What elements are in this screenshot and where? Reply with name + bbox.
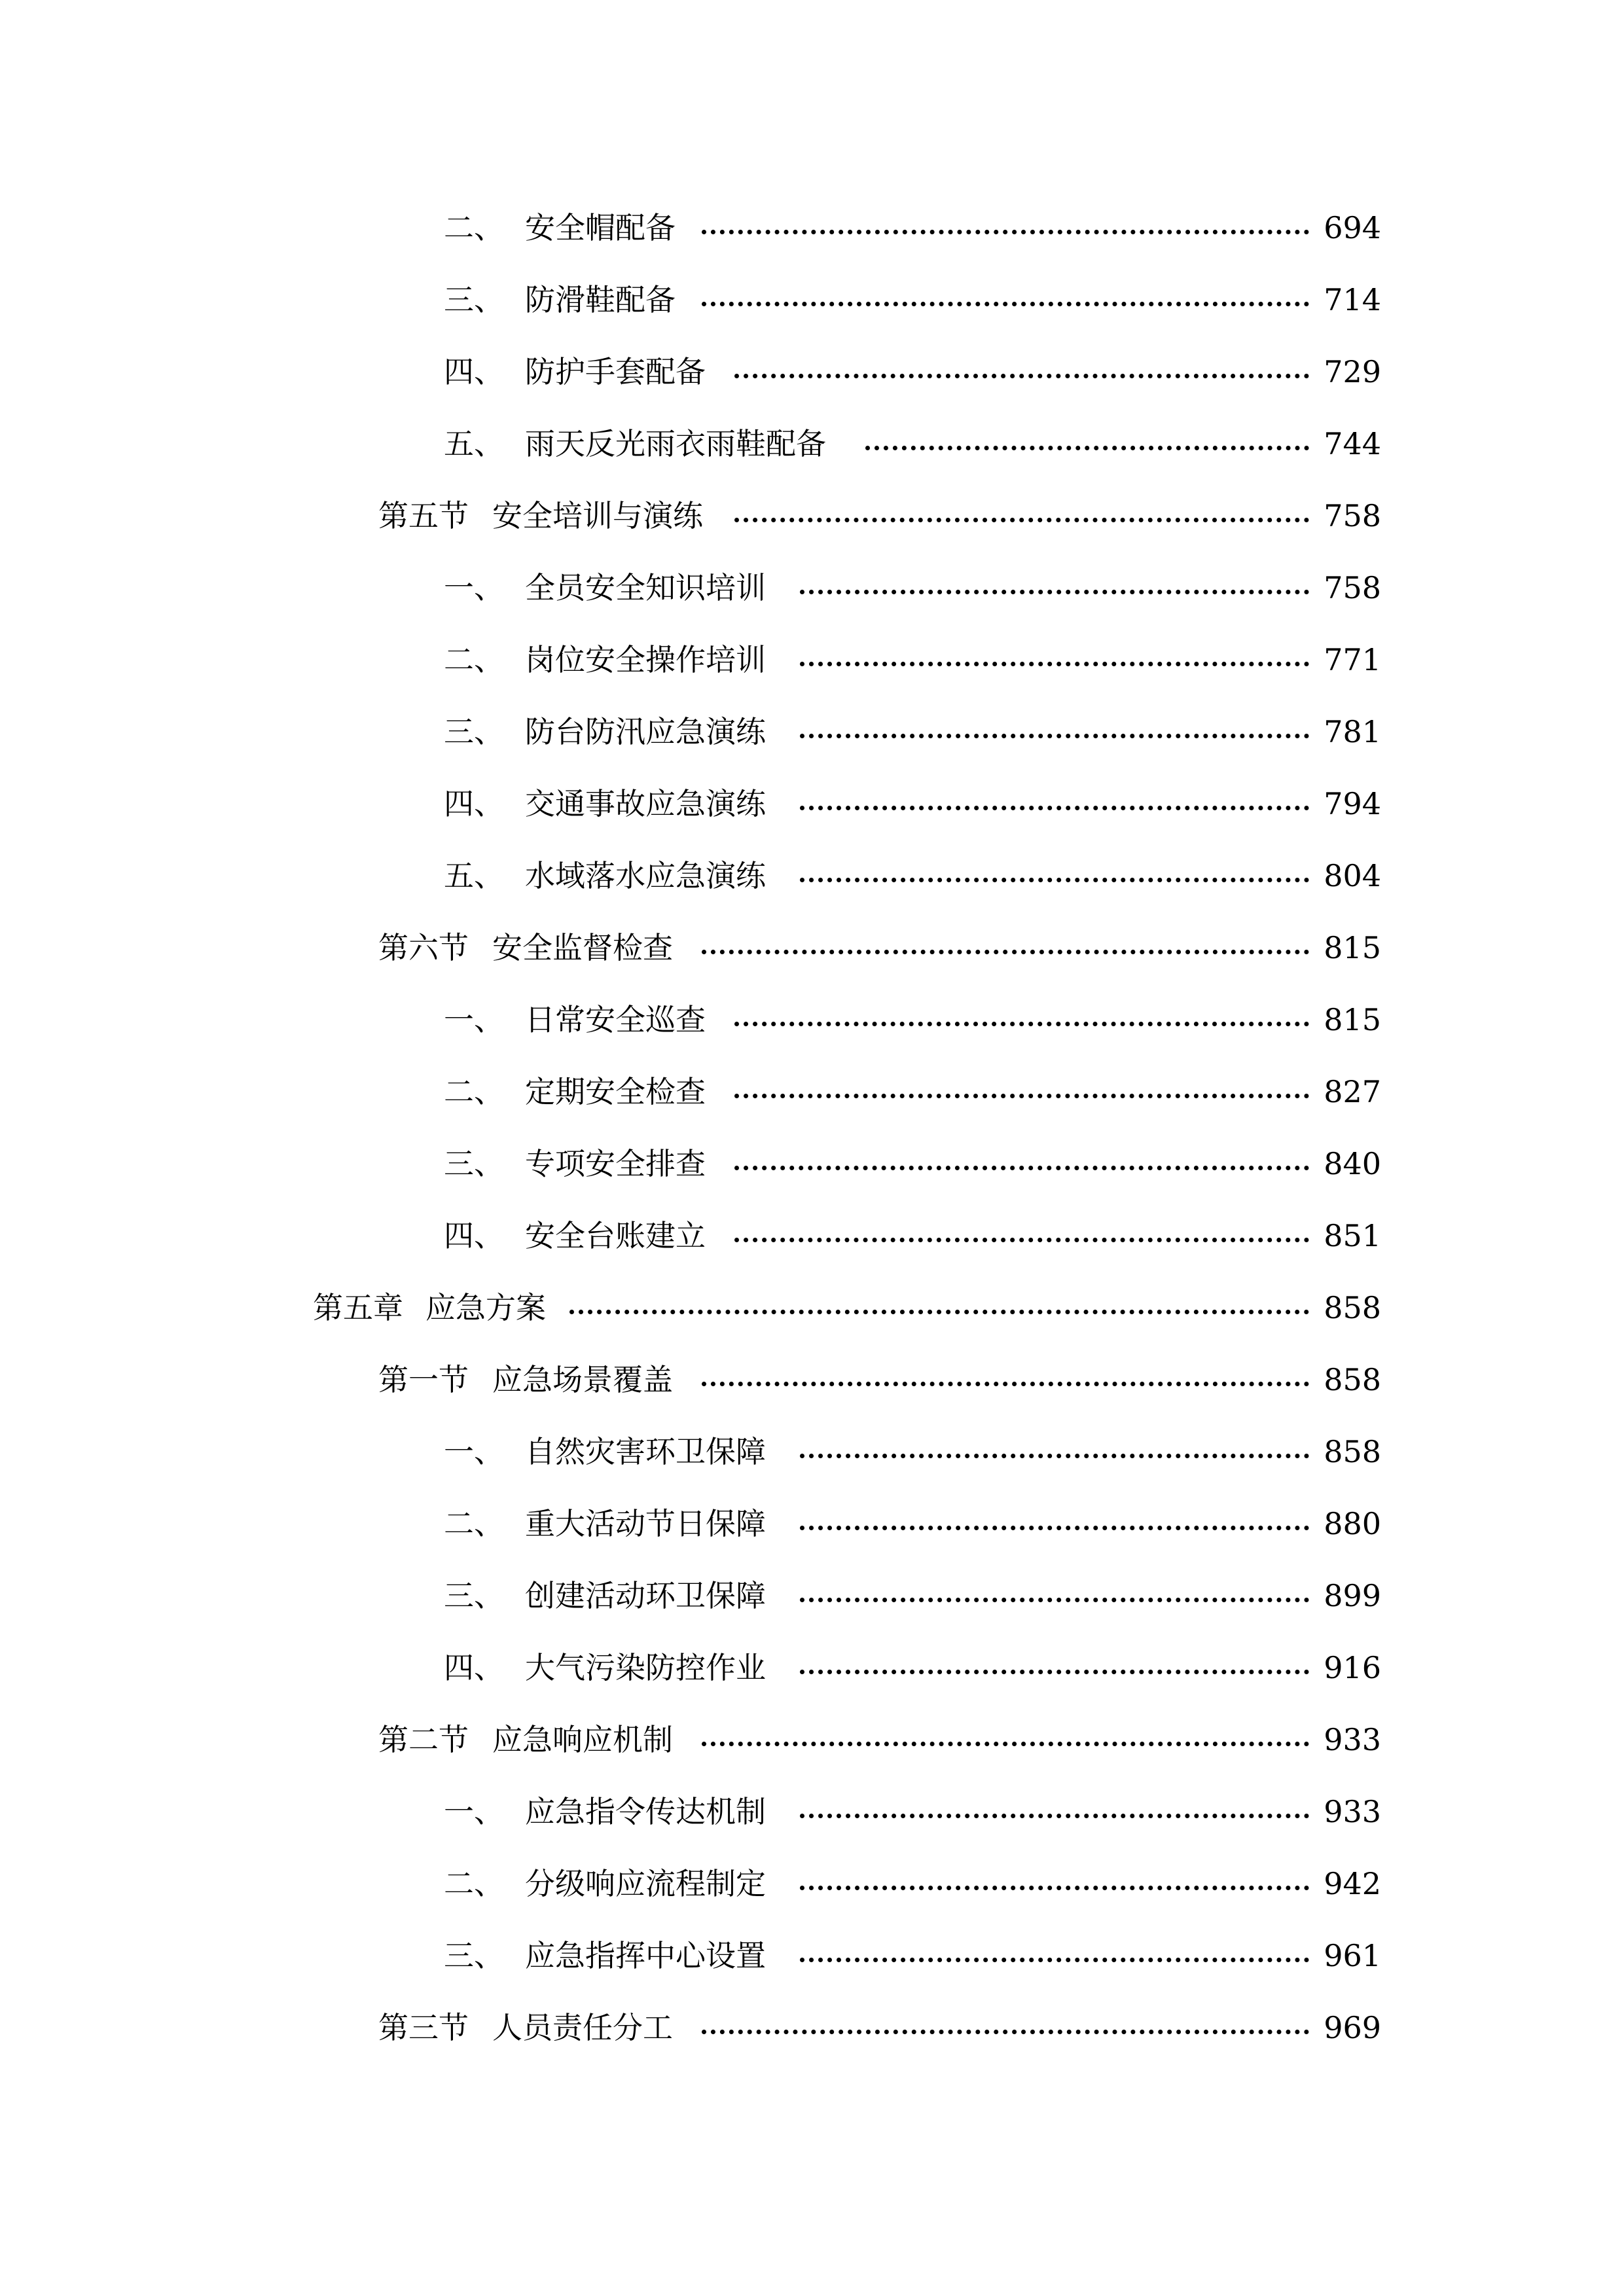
toc-entry[interactable] [0,552,1624,624]
toc-entry[interactable] [0,1704,1624,1776]
toc-entry-title: 交通事故应急演练 [525,786,766,821]
toc-entry-page: 827 [1324,1074,1381,1109]
toc-entry-page: 758 [1324,570,1381,605]
toc-leader-dots [800,878,1309,882]
toc-entry[interactable] [0,1272,1624,1344]
toc-entry-page: 694 [1324,210,1381,245]
toc-entry-title: 安全台账建立 [525,1218,706,1253]
toc-leader-dots [800,1526,1309,1530]
toc-entry-page: 771 [1324,642,1381,677]
toc-entry-number: 一、 [444,570,504,605]
toc-entry-page: 815 [1324,1002,1381,1037]
toc-entry-number: 第三节 [378,2010,469,2045]
toc-entry[interactable] [0,768,1624,840]
toc-entry-page: 781 [1324,714,1381,749]
toc-entry[interactable] [0,984,1624,1056]
toc-entry-page: 714 [1324,282,1381,317]
toc-entry-page: 933 [1324,1722,1381,1757]
toc-entry-title: 岗位安全操作培训 [525,642,766,677]
toc-entry-title: 自然灾害环卫保障 [525,1434,766,1469]
toc-leader-dots [702,1742,1309,1746]
toc-entry-number: 二、 [444,210,504,245]
toc-leader-dots [702,1382,1309,1386]
toc-entry-title: 重大活动节日保障 [525,1506,766,1541]
toc-entry-number: 第五节 [378,498,469,533]
toc-entry-title: 日常安全巡查 [525,1002,706,1037]
toc-entry-page: 851 [1324,1218,1381,1253]
toc-entry-page: 880 [1324,1506,1381,1541]
toc-leader-dots [800,1958,1309,1962]
toc-entry-page: 794 [1324,786,1381,821]
toc-entry-number: 四、 [444,1650,504,1685]
toc-entry-number: 三、 [444,1578,504,1613]
toc-entry-number: 二、 [444,642,504,677]
toc-leader-dots [702,950,1309,954]
toc-entry[interactable] [0,1488,1624,1560]
toc-entry-number: 一、 [444,1794,504,1829]
toc-entry-page: 916 [1324,1650,1381,1685]
toc-entry-number: 第六节 [378,930,469,965]
toc-entry-title: 安全帽配备 [525,210,676,245]
toc-leader-dots [734,1238,1309,1242]
toc-leader-dots [702,230,1309,234]
toc-entry-number: 第五章 [313,1290,403,1325]
toc-entry-number: 四、 [444,354,504,389]
toc-entry-number: 三、 [444,714,504,749]
toc-entry-title: 应急响应机制 [492,1722,673,1757]
toc-entry[interactable] [0,1848,1624,1920]
toc-entry-number: 第二节 [378,1722,469,1757]
toc-entry[interactable] [0,1632,1624,1704]
toc-entry-number: 二、 [444,1866,504,1901]
toc-entry-number: 三、 [444,1146,504,1181]
toc-entry-page: 758 [1324,498,1381,533]
toc-leader-dots [734,518,1309,522]
toc-entry-number: 四、 [444,1218,504,1253]
toc-entry[interactable] [0,1560,1624,1632]
toc-entry[interactable] [0,840,1624,912]
toc-leader-dots [800,1598,1309,1602]
toc-entry-number: 三、 [444,1938,504,1973]
toc-entry[interactable] [0,912,1624,984]
toc-entry-number: 二、 [444,1074,504,1109]
toc-leader-dots [702,302,1309,306]
toc-entry[interactable] [0,408,1624,480]
toc-entry-page: 969 [1324,2010,1381,2045]
toc-entry-number: 五、 [444,426,504,461]
toc-leader-dots [800,662,1309,666]
toc-entry-title: 人员责任分工 [492,2010,673,2045]
toc-entry[interactable] [0,1416,1624,1488]
toc-entry-page: 858 [1324,1362,1381,1397]
toc-leader-dots [734,374,1309,378]
toc-entry-number: 四、 [444,786,504,821]
toc-entry[interactable] [0,192,1624,264]
toc-leader-dots [800,1886,1309,1890]
toc-entry[interactable] [0,264,1624,336]
toc-entry-title: 分级响应流程制定 [525,1866,766,1901]
toc-entry-title: 定期安全检查 [525,1074,706,1109]
toc-entry-page: 858 [1324,1434,1381,1469]
toc-entry-page: 815 [1324,930,1381,965]
toc-entry[interactable] [0,1200,1624,1272]
toc-entry[interactable] [0,1128,1624,1200]
toc-entry-page: 744 [1324,426,1381,461]
toc-leader-dots [800,806,1309,810]
toc-entry-page: 729 [1324,354,1381,389]
toc-entry-title: 应急场景覆盖 [492,1362,673,1397]
toc-entry[interactable] [0,696,1624,768]
toc-entry-title: 防护手套配备 [525,354,706,389]
toc-leader-dots [702,2030,1309,2034]
toc-entry[interactable] [0,1992,1624,2064]
toc-entry-title: 防台防汛应急演练 [525,714,766,749]
toc-entry-number: 三、 [444,282,504,317]
toc-leader-dots [734,1022,1309,1026]
toc-entry-number: 一、 [444,1434,504,1469]
toc-leader-dots [800,1670,1309,1674]
toc-entry-number: 一、 [444,1002,504,1037]
toc-entry-page: 804 [1324,858,1381,893]
toc-entry-number: 第一节 [378,1362,469,1397]
toc-entry[interactable] [0,624,1624,696]
toc-leader-dots [800,1814,1309,1818]
toc-entry-title: 应急方案 [425,1290,546,1325]
toc-entry[interactable] [0,480,1624,552]
toc-leader-dots [800,734,1309,738]
toc-entry[interactable] [0,1920,1624,1992]
toc-entry[interactable] [0,1776,1624,1848]
toc-entry-page: 961 [1324,1938,1381,1973]
toc-entry-page: 840 [1324,1146,1381,1181]
toc-leader-dots [800,590,1309,594]
toc-entry-title: 防滑鞋配备 [525,282,676,317]
toc-entry-title: 应急指令传达机制 [525,1794,766,1829]
toc-entry-title: 创建活动环卫保障 [525,1578,766,1613]
toc-entry-number: 五、 [444,858,504,893]
toc-entry-number: 二、 [444,1506,504,1541]
toc-leader-dots [865,446,1309,450]
toc-entry[interactable] [0,1056,1624,1128]
toc-entry-page: 858 [1324,1290,1381,1325]
toc-entry-page: 942 [1324,1866,1381,1901]
toc-entry[interactable] [0,336,1624,408]
toc-leader-dots [734,1094,1309,1098]
toc-entry[interactable] [0,1344,1624,1416]
toc-entry-title: 大气污染防控作业 [525,1650,766,1685]
toc-entry-title: 专项安全排查 [525,1146,706,1181]
toc-entry-title: 全员安全知识培训 [525,570,766,605]
toc-entry-page: 933 [1324,1794,1381,1829]
toc-leader-dots [569,1310,1309,1314]
toc-entry-title: 安全培训与演练 [492,498,703,533]
toc-leader-dots [800,1454,1309,1458]
toc-entry-title: 雨天反光雨衣雨鞋配备 [525,426,826,461]
toc-entry-title: 应急指挥中心设置 [525,1938,766,1973]
toc-entry-page: 899 [1324,1578,1381,1613]
toc-entry-title: 水域落水应急演练 [525,858,766,893]
toc-leader-dots [734,1166,1309,1170]
toc-entry-title: 安全监督检查 [492,930,673,965]
